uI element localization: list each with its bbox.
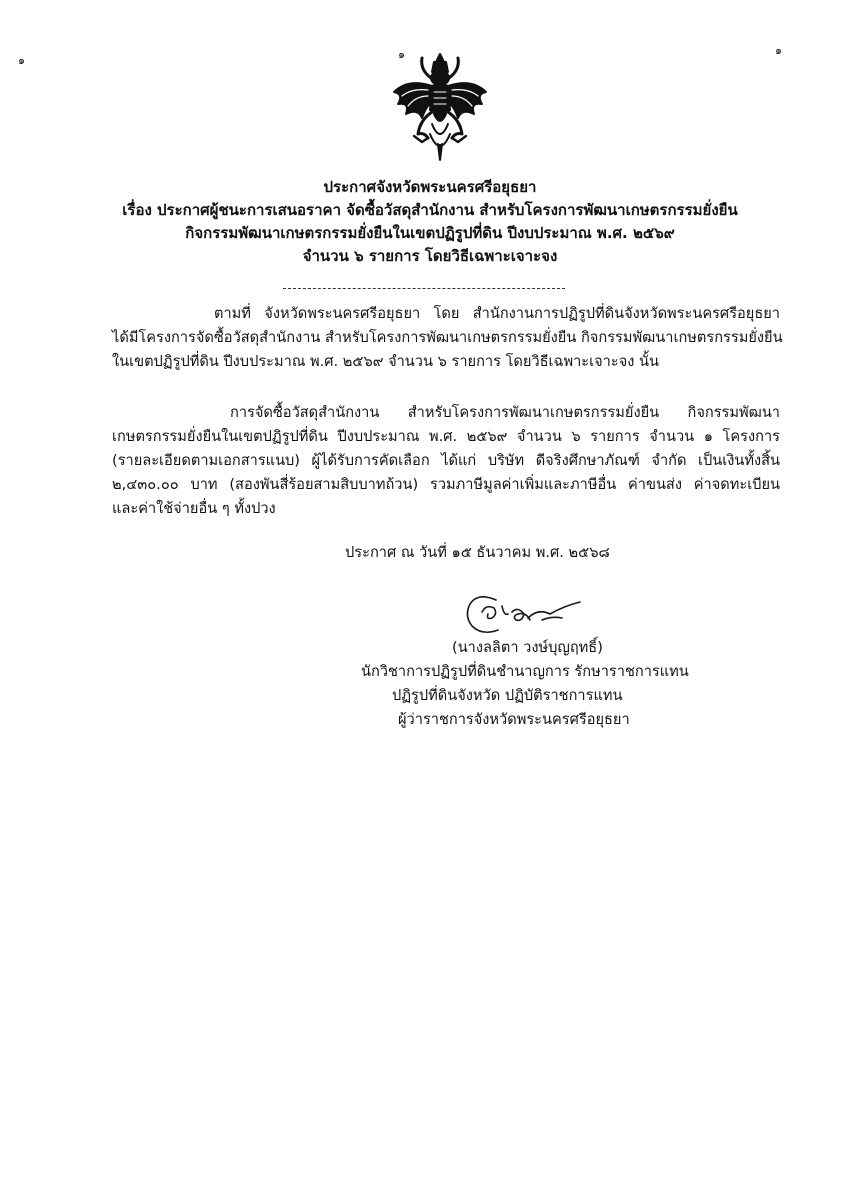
paragraph-line: เกษตรกรรมยั่งยืนในเขตปฏิรูปที่ดิน ปีงบประมาณ พ.ศ. ๒๕๖๙ จำนวน ๖ รายการ จำนวน ๑ โครงการ (112, 428, 780, 445)
page-marker-center: ๑ (398, 48, 405, 61)
paragraph-line: ได้มีโครงการจัดซื้อวัสดุสำนักงาน สำหรับโครงการพัฒนาเกษตรกรรมยั่งยืน กิจกรรมพัฒนาเกษตรกรรมยั่งยืน (112, 329, 783, 346)
paragraph-line: และค่าใช้จ่ายอื่น ๆ ทั้งปวง (112, 500, 276, 517)
signatory-block (300, 636, 730, 732)
body-paragraph-1 (112, 302, 783, 374)
announcement-date: ประกาศ ณ วันที่ ๑๕ ธันวาคม พ.ศ. ๒๕๖๘ (345, 544, 610, 561)
signatory-position-1: นักวิชาการปฏิรูปที่ดินชำนาญการ รักษาราชการแทน (361, 663, 689, 680)
body-paragraph-2 (112, 401, 780, 521)
signatory-position-2: ปฏิรูปที่ดินจังหวัด ปฏิบัติราชการแทน (392, 687, 623, 704)
announcement-heading (100, 176, 760, 268)
heading-subject: เรื่อง ประกาศผู้ชนะการเสนอราคา จัดซื้อวัสดุสำนักงาน สำหรับโครงการพัฒนาเกษตรกรรมยั่งยืน (122, 201, 738, 219)
heading-activity: กิจกรรมพัฒนาเกษตรกรรมยั่งยืนในเขตปฏิรูปที่ดิน ปีงบประมาณ พ.ศ. ๒๕๖๙ (185, 224, 675, 242)
paragraph-line: ๒,๔๓๐.๐๐ บาท (สองพันสี่ร้อยสามสิบบาทถ้วน) รวมภาษีมูลค่าเพิ่มและภาษีอื่น ค่าขนส่ง ค่าจดทะเบียน (112, 476, 780, 493)
heading-method: จำนวน ๖ รายการ โดยวิธีเฉพาะเจาะจง (302, 247, 558, 265)
paragraph-line: ตามที่ จังหวัดพระนครศรีอยุธยา โดย สำนักงานการปฏิรูปที่ดินจังหวัดพระนครศรีอยุธยา (214, 305, 780, 322)
garuda-emblem-icon (388, 48, 492, 164)
heading-divider (283, 288, 565, 289)
page-marker-left: ๑ (18, 54, 25, 67)
heading-issuer: ประกาศจังหวัดพระนครศรีอยุธยา (323, 178, 537, 196)
page-marker-right: ๑ (775, 44, 782, 57)
paragraph-line: (รายละเอียดตามเอกสารแนบ) ผู้ได้รับการคัดเลือก ได้แก่ บริษัท ดีจริงศึกษาภัณฑ์ จำกัด เป็นเงินทั้งสิ้น (112, 452, 780, 469)
signatory-name: (นางลลิตา วงษ์บุญฤทธิ์) (452, 639, 603, 656)
paragraph-line: ในเขตปฏิรูปที่ดิน ปีงบประมาณ พ.ศ. ๒๕๖๙ จำนวน ๖ รายการ โดยวิธีเฉพาะเจาะจง นั้น (112, 353, 659, 370)
paragraph-line: การจัดซื้อวัสดุสำนักงาน สำหรับโครงการพัฒนาเกษตรกรรมยั่งยืน กิจกรรมพัฒนา (230, 404, 780, 421)
signatory-position-3: ผู้ว่าราชการจังหวัดพระนครศรีอยุธยา (398, 711, 630, 728)
